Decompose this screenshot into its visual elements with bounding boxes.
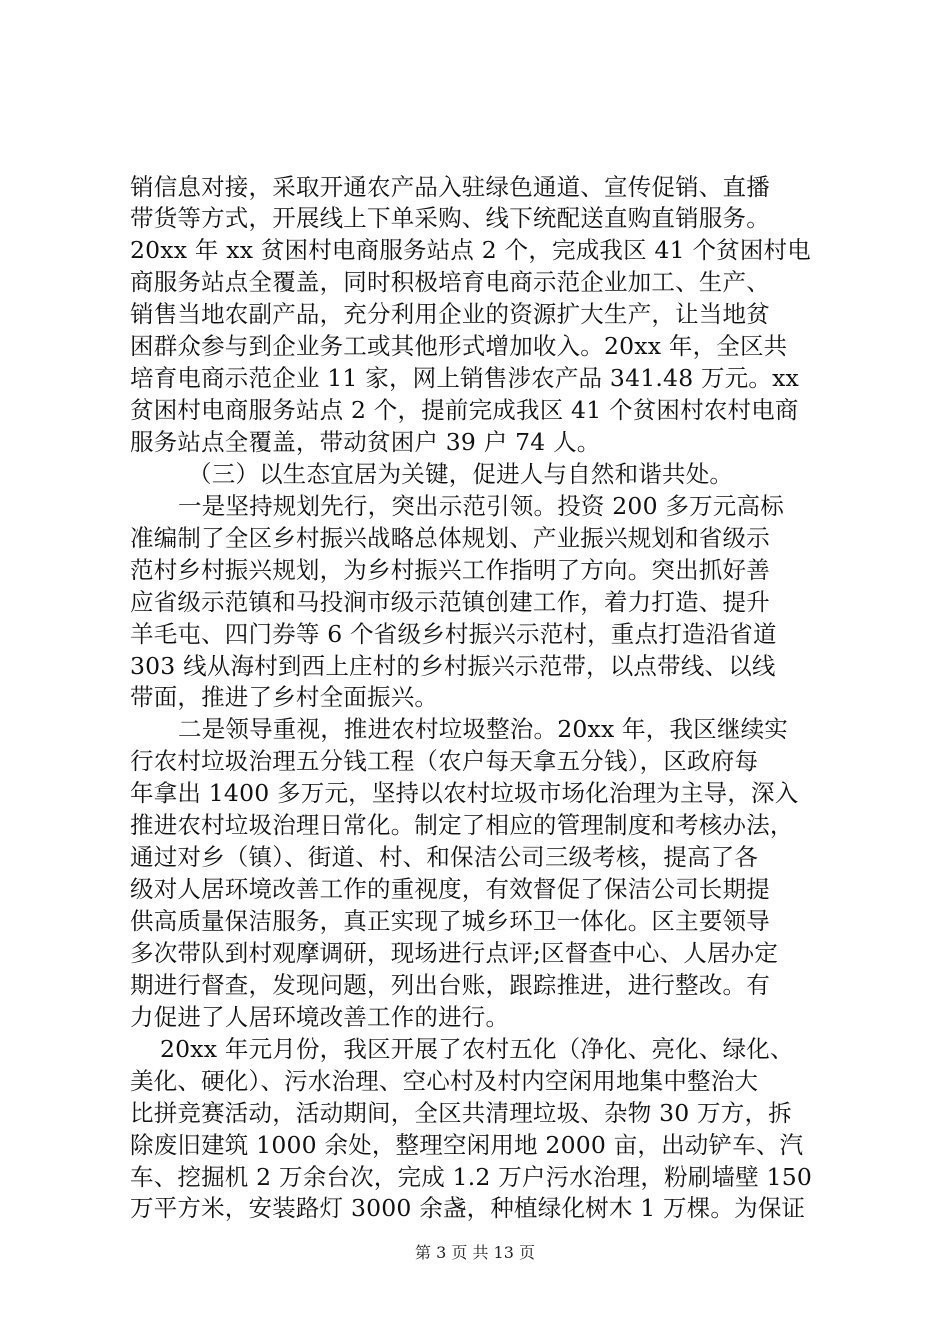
paragraph-line: 多次带队到村观摩调研，现场进行点评;区督查中心、人居办定 [130, 939, 779, 967]
paragraph-line: 准编制了全区乡村振兴战略总体规划、产业振兴规划和省级示 [130, 524, 770, 552]
paragraph-line: 应省级示范镇和马投涧市级示范镇创建工作，着力打造、提升 [130, 588, 770, 616]
paragraph-line: 销售当地农副产品，充分利用企业的资源扩大生产，让当地贫 [130, 300, 770, 328]
paragraph-line: 带面，推进了乡村全面振兴。 [130, 683, 439, 711]
paragraph-line: 困群众参与到企业务工或其他形式增加收入。20xx 年，全区共 [130, 332, 788, 360]
paragraph-line: 贫困村电商服务站点 2 个，提前完成我区 41 个贫困村农村电商 [130, 396, 799, 424]
section-heading: （三）以生态宜居为关键，促进人与自然和谐共处。 [188, 460, 734, 488]
paragraph-line: 行农村垃圾治理五分钱工程（农户每天拿五分钱），区政府每 [130, 747, 759, 775]
paragraph-line: 推进农村垃圾治理日常化。制定了相应的管理制度和考核办法， [130, 811, 794, 839]
paragraph-line: 范村乡村振兴规划，为乡村振兴工作指明了方向。突出抓好善 [130, 556, 770, 584]
paragraph-line: 供高质量保洁服务，真正实现了城乡环卫一体化。区主要领导 [130, 907, 770, 935]
paragraph-line: 20xx 年 xx 贫困村电商服务站点 2 个，完成我区 41 个贫困村电 [130, 236, 811, 264]
paragraph-line: 20xx 年元月份，我区开展了农村五化（净化、亮化、绿化、 [160, 1035, 794, 1063]
paragraph-line: 商服务站点全覆盖，同时积极培育电商示范企业加工、生产、 [130, 268, 770, 296]
paragraph-line: 级对人居环境改善工作的重视度，有效督促了保洁公司长期提 [130, 875, 770, 903]
paragraph-line: 年拿出 1400 多万元，坚持以农村垃圾市场化治理为主导，深入 [130, 779, 799, 807]
page-number-footer: 第 3 页 共 13 页 [415, 1243, 535, 1262]
paragraph-line: 带货等方式，开展线上下单采购、线下统配送直购直销服务。 [130, 204, 770, 232]
paragraph-line: 期进行督查，发现问题，列出台账，跟踪推进，进行整改。有 [130, 971, 770, 999]
paragraph-line: 羊毛屯、四门券等 6 个省级乡村振兴示范村，重点打造沿省道 [130, 620, 777, 648]
paragraph-line: 通过对乡（镇）、街道、村、和保洁公司三级考核，提高了各 [130, 843, 759, 871]
paragraph-line: 比拼竞赛活动，活动期间，全区共清理垃圾、杂物 30 万方，拆 [130, 1099, 792, 1127]
paragraph-line: 车、挖掘机 2 万余台次，完成 1.2 万户污水治理，粉刷墙壁 150 [130, 1163, 813, 1191]
paragraph-line: 服务站点全覆盖，带动贫困户 39 户 74 人。 [130, 428, 601, 456]
paragraph-line: 303 线从海村到西上庄村的乡村振兴示范带，以点带线、以线 [130, 652, 776, 680]
paragraph-line: 除废旧建筑 1000 余处，整理空闲用地 2000 亩，出动铲车、汽 [130, 1131, 804, 1159]
paragraph-line: 力促进了人居环境改善工作的进行。 [130, 1003, 510, 1031]
paragraph-line: 万平方米，安装路灯 3000 余盏，种植绿化树木 1 万棵。为保证 [130, 1194, 806, 1222]
paragraph-line: 培育电商示范企业 11 家，网上销售涉农产品 341.48 万元。xx [130, 364, 800, 392]
paragraph-line: 美化、硬化）、污水治理、空心村及村内空闲用地集中整治大 [130, 1067, 759, 1095]
paragraph-line: 销信息对接，采取开通农产品入驻绿色通道、宣传促销、直播 [130, 173, 770, 201]
paragraph-line: 一是坚持规划先行，突出示范引领。投资 200 多万元高标 [178, 492, 784, 520]
paragraph-line: 二是领导重视，推进农村垃圾整治。20xx 年，我区继续实 [178, 715, 788, 743]
